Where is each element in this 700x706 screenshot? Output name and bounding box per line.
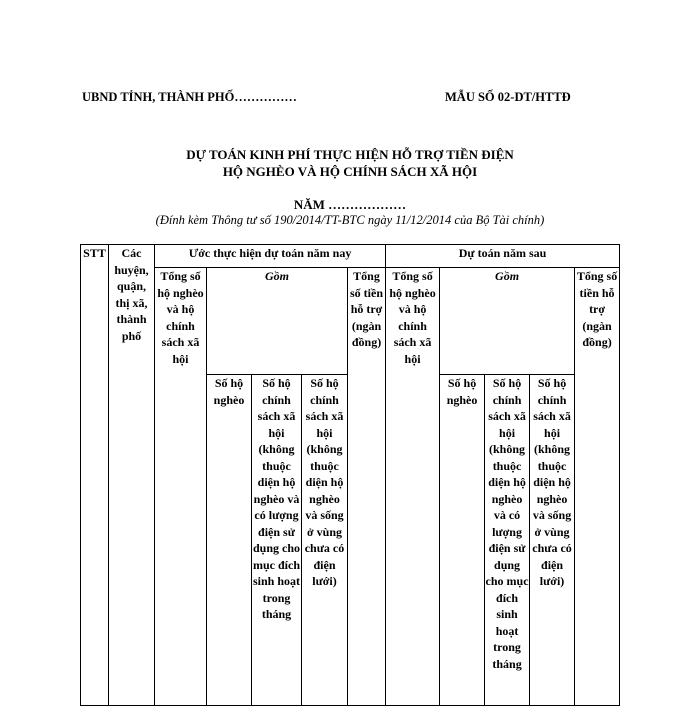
policy-households-not-poor-header: Số hộ chính sách xã hội (không thuộc diện hộ nghèo và có lượng điện sử dụng cho mục đích sinh hoạt trong tháng	[485, 375, 530, 706]
section-next-year: Dự toán năm sau	[386, 245, 620, 268]
poor-households-header: Số hộ nghèo	[207, 375, 252, 706]
form-number: MẪU SỐ 02-DT/HTTĐ	[445, 90, 571, 104]
stt-header: STT	[81, 245, 109, 706]
document-title-line-2: HỘ NGHÈO VÀ HỘ CHÍNH SÁCH XÃ HỘI	[222, 164, 478, 179]
policy-households-no-grid-header: Số hộ chính sách xã hội (không thuộc diện hộ nghèo và sống ở vùng chưa có điện lưới)	[530, 375, 575, 706]
budget-table	[80, 244, 620, 706]
table-row	[81, 268, 620, 375]
policy-households-no-grid-header: Số hộ chính sách xã hội (không thuộc diện hộ nghèo và sống ở vùng chưa có điện lưới)	[302, 375, 348, 706]
total-money-header: Tổng số tiền hỗ trợ (ngàn đồng)	[575, 268, 620, 706]
policy-households-not-poor-header: Số hộ chính sách xã hội (không thuộc diện hộ nghèo và có lượng điện sử dụng cho mục đích sinh hoạt trong tháng	[252, 375, 302, 706]
year-line: NĂM ………………	[293, 197, 407, 212]
agency-header: UBND TỈNH, THÀNH PHỐ……………	[82, 90, 297, 104]
total-households-header: Tổng số hộ nghèo và hộ chính sách xã hội	[155, 268, 207, 706]
includes-header: Gồm	[207, 268, 348, 375]
total-money-header: Tổng số tiền hỗ trợ (ngàn đồng)	[348, 268, 386, 706]
legal-note: (Đính kèm Thông tư số 190/2014/TT-BTC ngày 11/12/2014 của Bộ Tài chính)	[155, 213, 545, 227]
table-row	[81, 245, 620, 268]
section-current-year: Ước thực hiện dự toán năm nay	[155, 245, 386, 268]
document-title-line-1: DỰ TOÁN KINH PHÍ THỰC HIỆN HỖ TRỢ TIỀN ĐIỆN	[186, 147, 514, 162]
includes-header: Gồm	[440, 268, 575, 375]
district-header: Các huyện, quận, thị xã, thành phố	[109, 245, 155, 706]
poor-households-header: Số hộ nghèo	[440, 375, 485, 706]
total-households-header: Tổng số hộ nghèo và hộ chính sách xã hội	[386, 268, 440, 706]
